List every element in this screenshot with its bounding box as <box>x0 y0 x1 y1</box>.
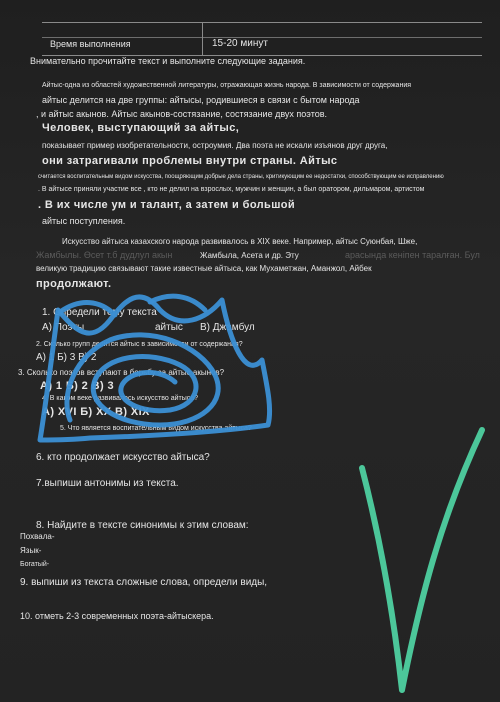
checkmark-stroke <box>362 430 482 690</box>
text-line: Айтыс-одна из областей художественной литературы, отражающая жизнь народа. В зависимости от содержания <box>42 82 412 89</box>
text-line: Человек, выступающий за айтыс, <box>42 122 240 134</box>
text-line: , и айтыс акынов. Айтыс акынов-состязание, состязание двух поэтов. <box>36 109 328 119</box>
synonym-item: Похвала- <box>20 532 55 541</box>
time-value: 15-20 минут <box>212 38 268 49</box>
text-line: Искусство айтыса казахского народа развивалось в XIX веке. Например, айтыс Суюнбая, Шже, <box>62 237 418 246</box>
question-7: 7.выпиши антонимы из текста. <box>36 478 179 489</box>
text-line: айтыс поступления. <box>42 216 126 226</box>
time-label: Время выполнения <box>50 39 131 49</box>
synonym-item: Богатый- <box>20 561 50 568</box>
instruction-text: Внимательно прочитайте текст и выполните следующие задания. <box>30 56 306 66</box>
text-line: показывает пример изобретательности, остроумия. Два поэта не искали изъянов друг друга, <box>42 141 388 150</box>
answer-option: В) Джамбул <box>200 322 255 333</box>
question-1: 1. Определи тему текста <box>42 307 157 318</box>
answer-options: А) 1 Б) 3 В) 2 <box>36 352 97 363</box>
text-line: продолжают. <box>36 278 112 290</box>
question-5: 5. Что является воспитательным видом искусства айтыса? <box>60 425 252 432</box>
question-3: 3. Сколько поэтов вступают в борьбу за айтыс акынов? <box>18 368 225 377</box>
text-line: Жамбыла, Асета и др. Эту <box>200 251 299 260</box>
text-line: . В айтысе приняли участие все , кто не делил на взрослых, мужчин и женщин, а был оратором, дильмаром, артистом <box>38 186 425 193</box>
text-line-faded: арасында кеніпен таралған. Бул <box>345 250 480 260</box>
text-line: . В их числе ум и талант, а затем и большой <box>38 199 296 211</box>
question-4: 4. В каком веке развивалось искусство айтыса? <box>42 395 199 402</box>
text-line: считается воспитательным видом искусства, поощряющим добрые дела страны, критикующим ее недостатки, способствующим ее исправлению <box>38 174 444 180</box>
question-8: 8. Найдите в тексте синонимы к этим словам: <box>36 520 249 531</box>
question-9: 9. выпиши из текста сложные слова, определи виды, <box>20 577 268 588</box>
text-line-faded: Жамбылы. Өсет т.б дудлул акын <box>36 250 173 260</box>
synonym-item: Язык- <box>20 546 42 555</box>
answer-options: А) 1 Б) 2 В) 3 <box>40 380 115 392</box>
question-2: 2. Сколько групп делится айтыс в зависимости от содержания? <box>36 341 243 348</box>
answer-option: айтыс <box>155 322 183 333</box>
table-column-divider <box>202 23 203 55</box>
text-line: они затрагивали проблемы внутри страны. Айтыс <box>42 155 338 167</box>
text-line: великую традицию связывают такие известные айтыса, как Мухаметжан, Аманжол, Айбек <box>36 264 372 273</box>
question-10: 10. отметь 2-3 современных поэта-айтыскера. <box>20 611 214 621</box>
answer-option: А) Поэты <box>42 322 85 333</box>
text-line: айтыс делится на две группы: айтысы, родившиеся в связи с бытом народа <box>42 95 360 105</box>
question-6: 6. кто продолжает искусство айтыса? <box>36 452 210 463</box>
answer-options: А) XVI Б) XX В) XIX <box>42 406 150 418</box>
